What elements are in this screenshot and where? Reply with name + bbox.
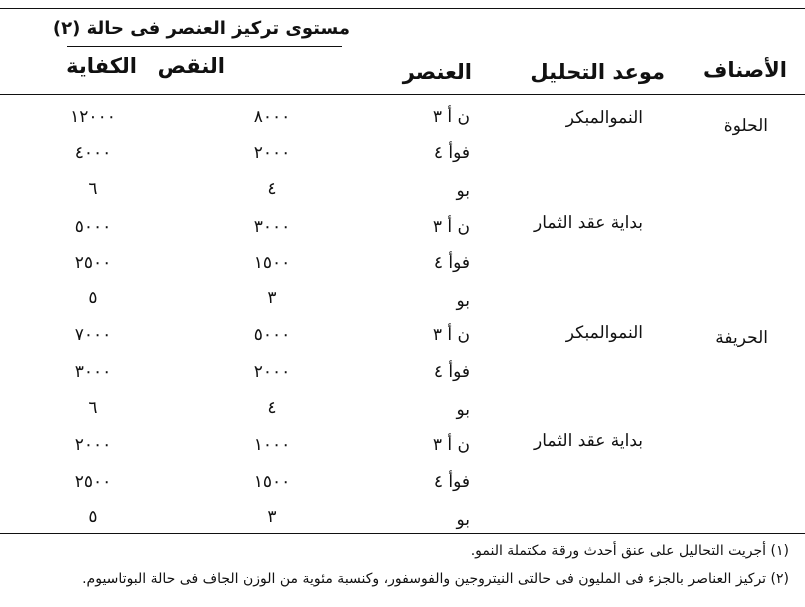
- sufficiency-cell: ٣٠٠٠: [74, 362, 112, 382]
- deficiency-cell: ٨٠٠٠: [253, 107, 291, 127]
- element-cell: ن أ ٣: [432, 217, 470, 237]
- sufficiency-cell: ٢٥٠٠: [74, 253, 112, 273]
- header-element: العنصر: [402, 60, 472, 84]
- element-cell: ن أ ٣: [432, 435, 470, 455]
- header-group-underline: [67, 46, 342, 47]
- element-cell: فوأ ٤: [433, 362, 470, 382]
- header-concentration-group: مستوى تركيز العنصر فى حالة (٢): [52, 18, 350, 39]
- header-rule: [0, 94, 805, 95]
- cultivar-label: الحلوة: [723, 116, 768, 136]
- sufficiency-cell: ٦: [88, 398, 98, 418]
- deficiency-cell: ١٥٠٠: [253, 472, 291, 492]
- sufficiency-cell: ١٢٠٠٠: [70, 107, 116, 127]
- sufficiency-cell: ٦: [88, 179, 98, 199]
- deficiency-cell: ٣: [267, 507, 277, 527]
- sufficiency-cell: ٥٠٠٠: [74, 217, 112, 237]
- sufficiency-cell: ٤٠٠٠: [74, 143, 112, 163]
- element-cell: فوأ ٤: [433, 472, 470, 492]
- element-cell: بو: [456, 291, 470, 311]
- element-cell: ن أ ٣: [432, 107, 470, 127]
- deficiency-cell: ٥٠٠٠: [253, 325, 291, 345]
- analysis-time-label: بداية عقد الثمار: [534, 213, 643, 233]
- header-sufficiency: الكفاية: [66, 54, 137, 78]
- sufficiency-cell: ٥: [88, 507, 98, 527]
- header-cultivar: الأصناف: [703, 58, 787, 82]
- analysis-time-label: النموالمبكر: [565, 108, 643, 128]
- bottom-rule: [0, 533, 805, 534]
- element-cell: بو: [456, 400, 470, 420]
- top-rule: [0, 8, 805, 9]
- deficiency-cell: ١٠٠٠: [253, 435, 291, 455]
- deficiency-cell: ٤: [267, 179, 277, 199]
- sufficiency-cell: ٢٠٠٠: [74, 435, 112, 455]
- element-cell: فوأ ٤: [433, 253, 470, 273]
- sufficiency-cell: ٧٠٠٠: [74, 325, 112, 345]
- footnote-1: (١) أجريت التحاليل على عنق أحدث ورقة مكتملة النمو.: [470, 543, 789, 559]
- element-cell: بو: [456, 181, 470, 201]
- header-analysis-time: موعد التحليل: [530, 60, 665, 84]
- element-cell: ن أ ٣: [432, 325, 470, 345]
- cultivar-label: الحريفة: [715, 328, 768, 348]
- element-cell: بو: [456, 510, 470, 530]
- header-deficiency: النقص: [157, 54, 225, 78]
- deficiency-cell: ١٥٠٠: [253, 253, 291, 273]
- sufficiency-cell: ٥: [88, 288, 98, 308]
- footnote-2: (٢) تركيز العناصر بالجزء فى المليون فى حالتى النيتروجين والفوسفور، وكنسبة مئوية من الوزن الجاف فى حالة البوتاسيوم.: [82, 571, 789, 587]
- analysis-time-label: بداية عقد الثمار: [534, 431, 643, 451]
- analysis-time-label: النموالمبكر: [565, 323, 643, 343]
- deficiency-cell: ٣: [267, 288, 277, 308]
- sufficiency-cell: ٢٥٠٠: [74, 472, 112, 492]
- deficiency-cell: ٢٠٠٠: [253, 143, 291, 163]
- deficiency-cell: ٤: [267, 398, 277, 418]
- deficiency-cell: ٣٠٠٠: [253, 217, 291, 237]
- deficiency-cell: ٢٠٠٠: [253, 362, 291, 382]
- element-cell: فوأ ٤: [433, 143, 470, 163]
